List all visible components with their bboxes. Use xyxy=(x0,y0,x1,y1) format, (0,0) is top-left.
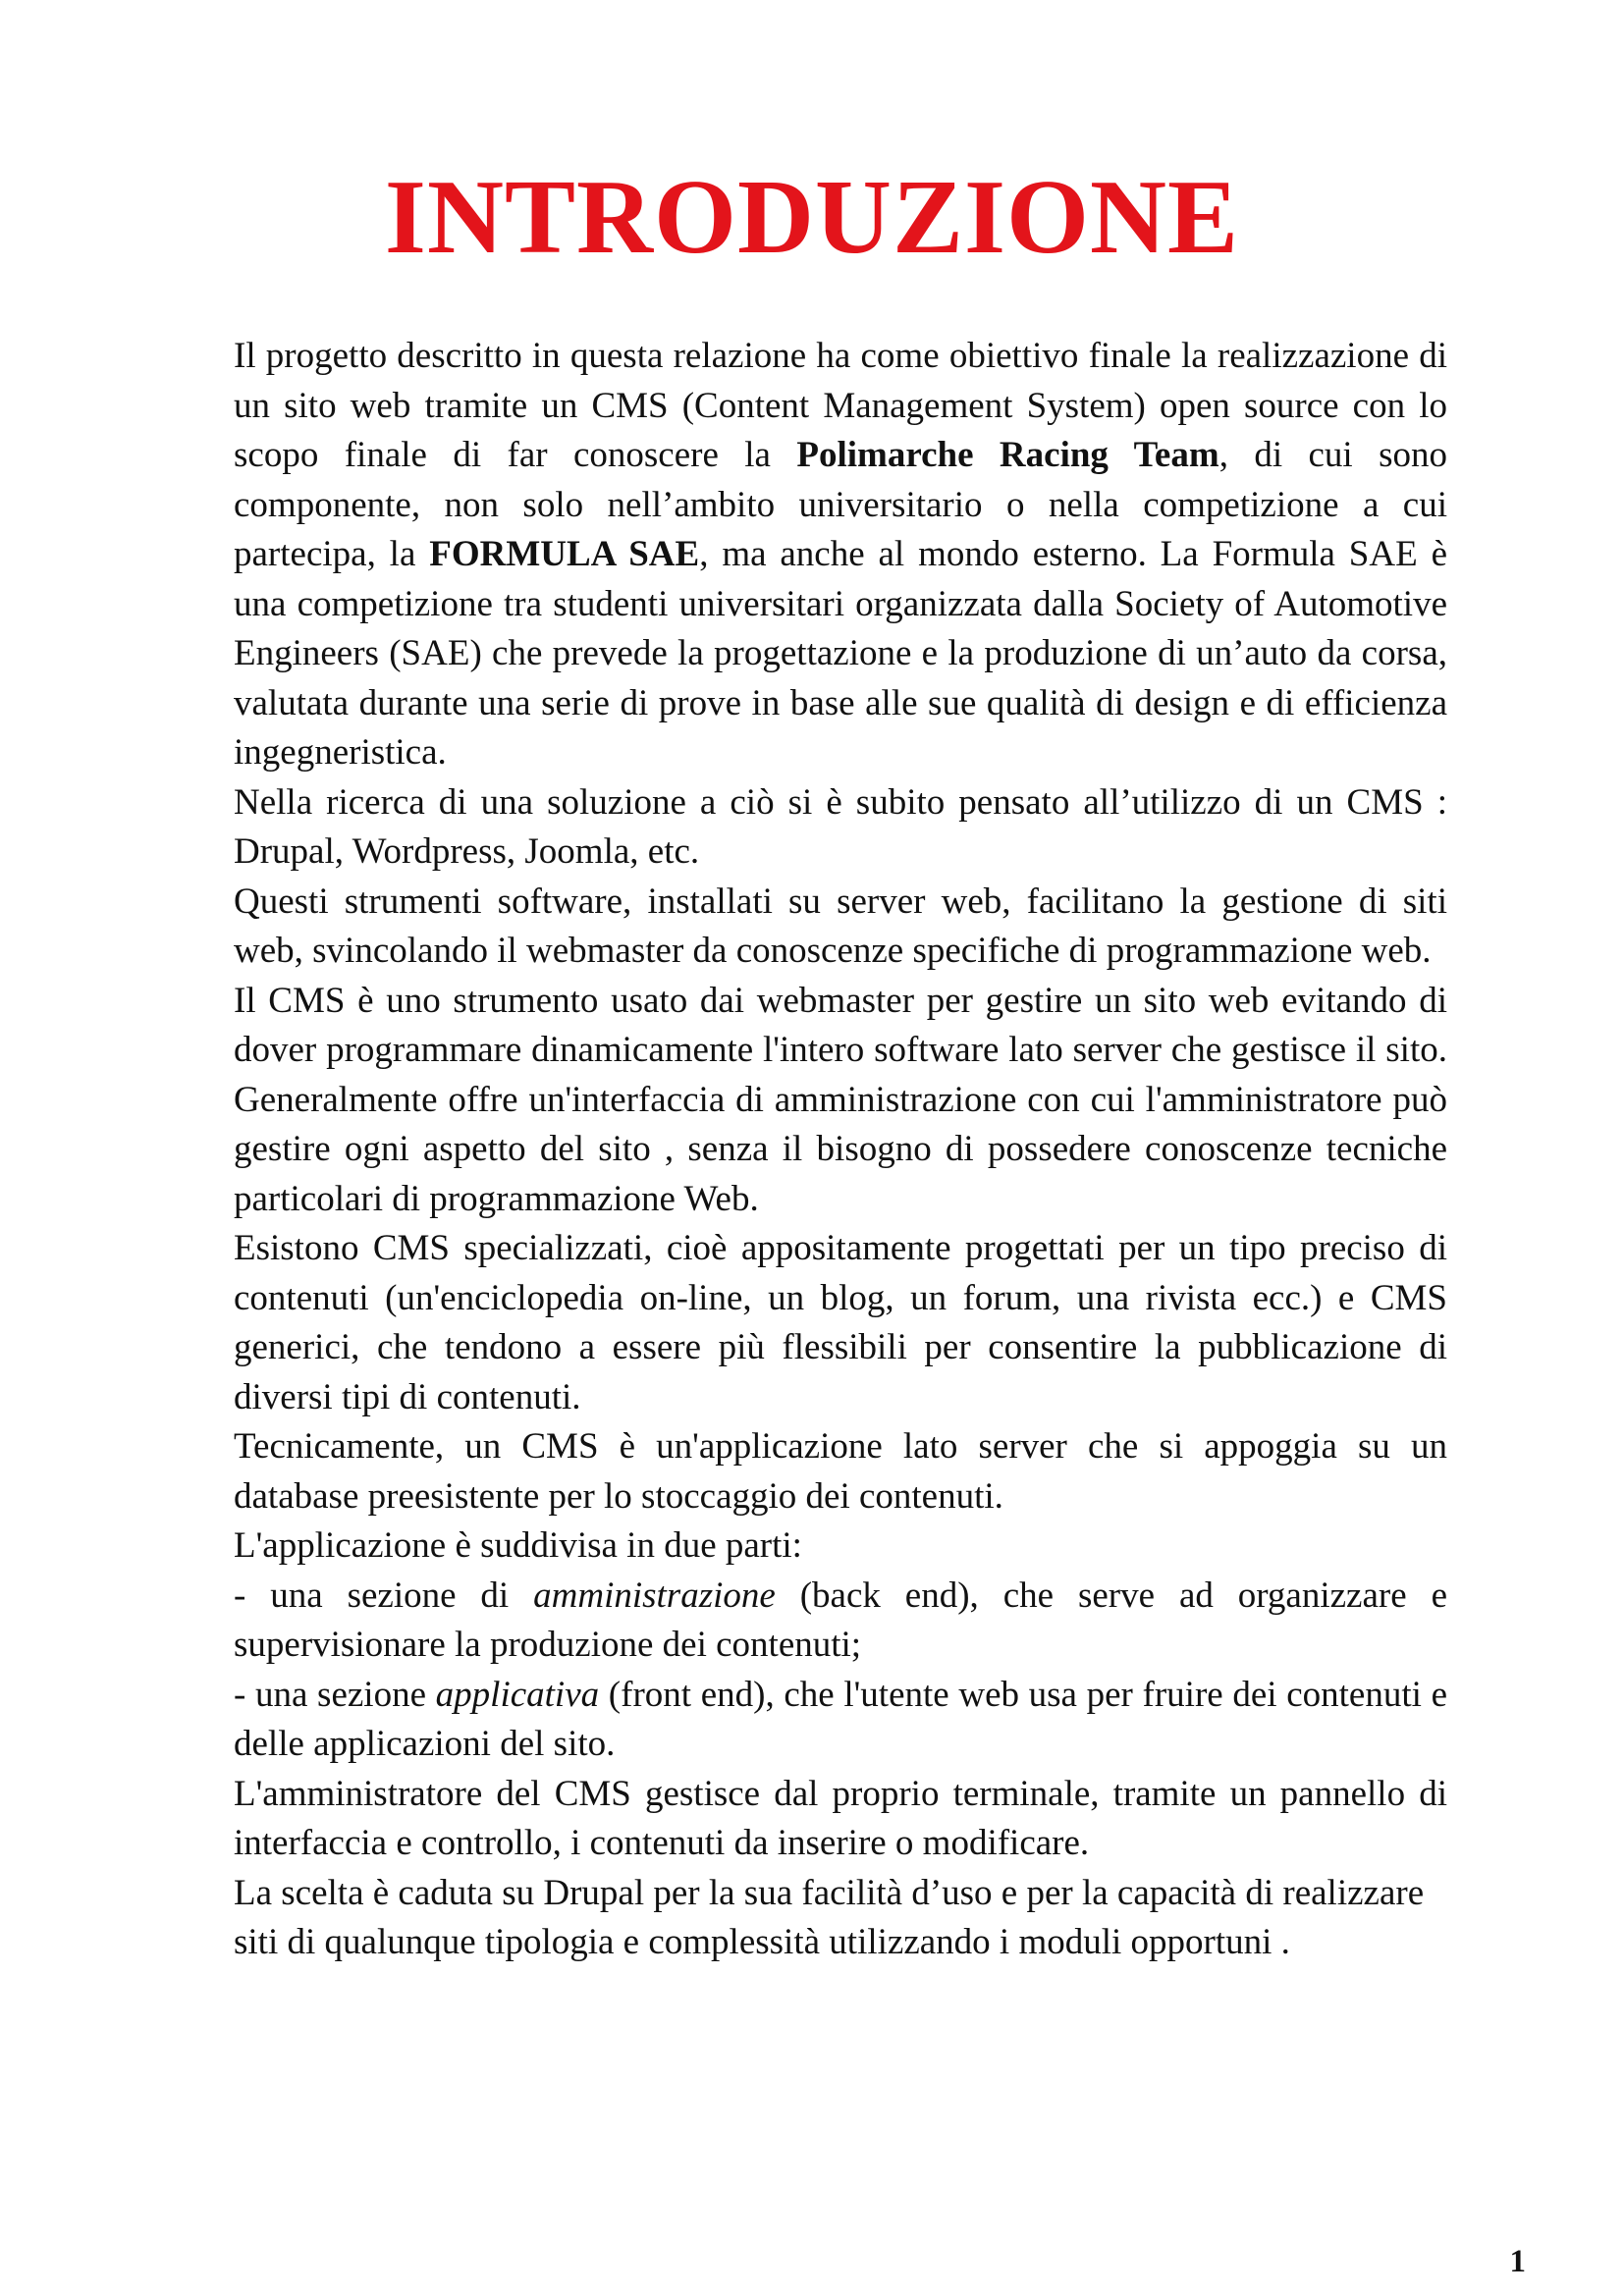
paragraph xyxy=(234,878,1447,977)
bold-text: Polimarche Racing Team xyxy=(796,435,1219,475)
body-text xyxy=(234,332,1447,1968)
paragraph xyxy=(234,1572,1447,1671)
text-run: (back end), che serve ad organizzare e supervisionare la produzione dei contenuti; xyxy=(234,1575,1447,1665)
paragraph xyxy=(234,1869,1447,1968)
text-run: (front end), che l'utente web usa per fruire dei contenuti e delle applicazioni del sito. xyxy=(234,1674,1447,1764)
paragraph xyxy=(234,1422,1447,1522)
paragraph xyxy=(234,778,1447,878)
text-run: La scelta è caduta su Drupal per la sua facilità d’uso e per la capacità di realizzare siti di qualunque tipologia e complessità utilizzando i moduli opportuni . xyxy=(234,1872,1425,1962)
text-run: L'applicazione è suddivisa in due parti: xyxy=(234,1525,802,1566)
paragraph xyxy=(234,1522,1447,1572)
text-run: Questi strumenti software, installati su server web, facilitano la gestione di siti web, svincolando il webmaster da conoscenze specifiche di programmazione web. xyxy=(234,881,1447,971)
paragraph xyxy=(234,1770,1447,1869)
paragraph xyxy=(234,1224,1447,1422)
text-run: , di cui sono componente, non solo nell’ambito universitario o nella competizione a cui partecipa, la xyxy=(234,435,1447,574)
text-run: - una sezione xyxy=(234,1674,436,1715)
paragraph xyxy=(234,332,1447,778)
text-run: Tecnicamente, un CMS è un'applicazione lato server che si appoggia su un database preesistente per lo stoccaggio dei contenuti. xyxy=(234,1426,1447,1517)
text-run: L'amministratore del CMS gestisce dal proprio terminale, tramite un pannello di interfaccia e controllo, i contenuti da inserire o modificare. xyxy=(234,1773,1447,1863)
text-run: Nella ricerca di una soluzione a ciò si è subito pensato all’utilizzo di un CMS : Drupal, Wordpress, Joomla, etc. xyxy=(234,781,1447,872)
paragraph xyxy=(234,977,1447,1225)
paragraph xyxy=(234,1671,1447,1770)
text-run: Esistono CMS specializzati, cioè appositamente progettati per un tipo preciso di contenuti (un'enciclopedia on-line, un blog, un forum, una rivista ecc.) e CMS generici, che tendono a essere più flessibili per consentire la pubblicazione di diversi tipi di contenuti. xyxy=(234,1228,1447,1417)
text-run: Il progetto descritto in questa relazione ha come obiettivo finale la realizzazione di un sito web tramite un CMS (Content Management System) open source con lo scopo finale di far conoscere la xyxy=(234,336,1447,475)
page-title: INTRODUZIONE xyxy=(384,159,1240,276)
italic-text: applicativa xyxy=(435,1674,600,1715)
text-run: Il CMS è uno strumento usato dai webmaster per gestire un sito web evitando di dover programmare dinamicamente l'intero software lato server che gestisce il sito. Generalmente offre un'interfaccia di amministrazione con cui l'amministratore può gestire ogni aspetto del sito , senza il bisogno di possedere conoscenze tecniche particolari di programmazione Web. xyxy=(234,980,1447,1219)
italic-text: amministrazione xyxy=(533,1575,776,1616)
page-number: 1 xyxy=(1509,2244,1526,2279)
bold-text: FORMULA SAE xyxy=(429,534,700,574)
text-run: - una sezione di xyxy=(234,1575,534,1616)
text-run: , ma anche al mondo esterno. La Formula SAE è una competizione tra studenti universitari organizzata dalla Society of Automotive Engineers (SAE) che prevede la progettazione e la produzione di un’auto da corsa, valutata durante una serie di prove in base alle sue qualità di design e di efficienza ingegneristica. xyxy=(234,534,1447,773)
